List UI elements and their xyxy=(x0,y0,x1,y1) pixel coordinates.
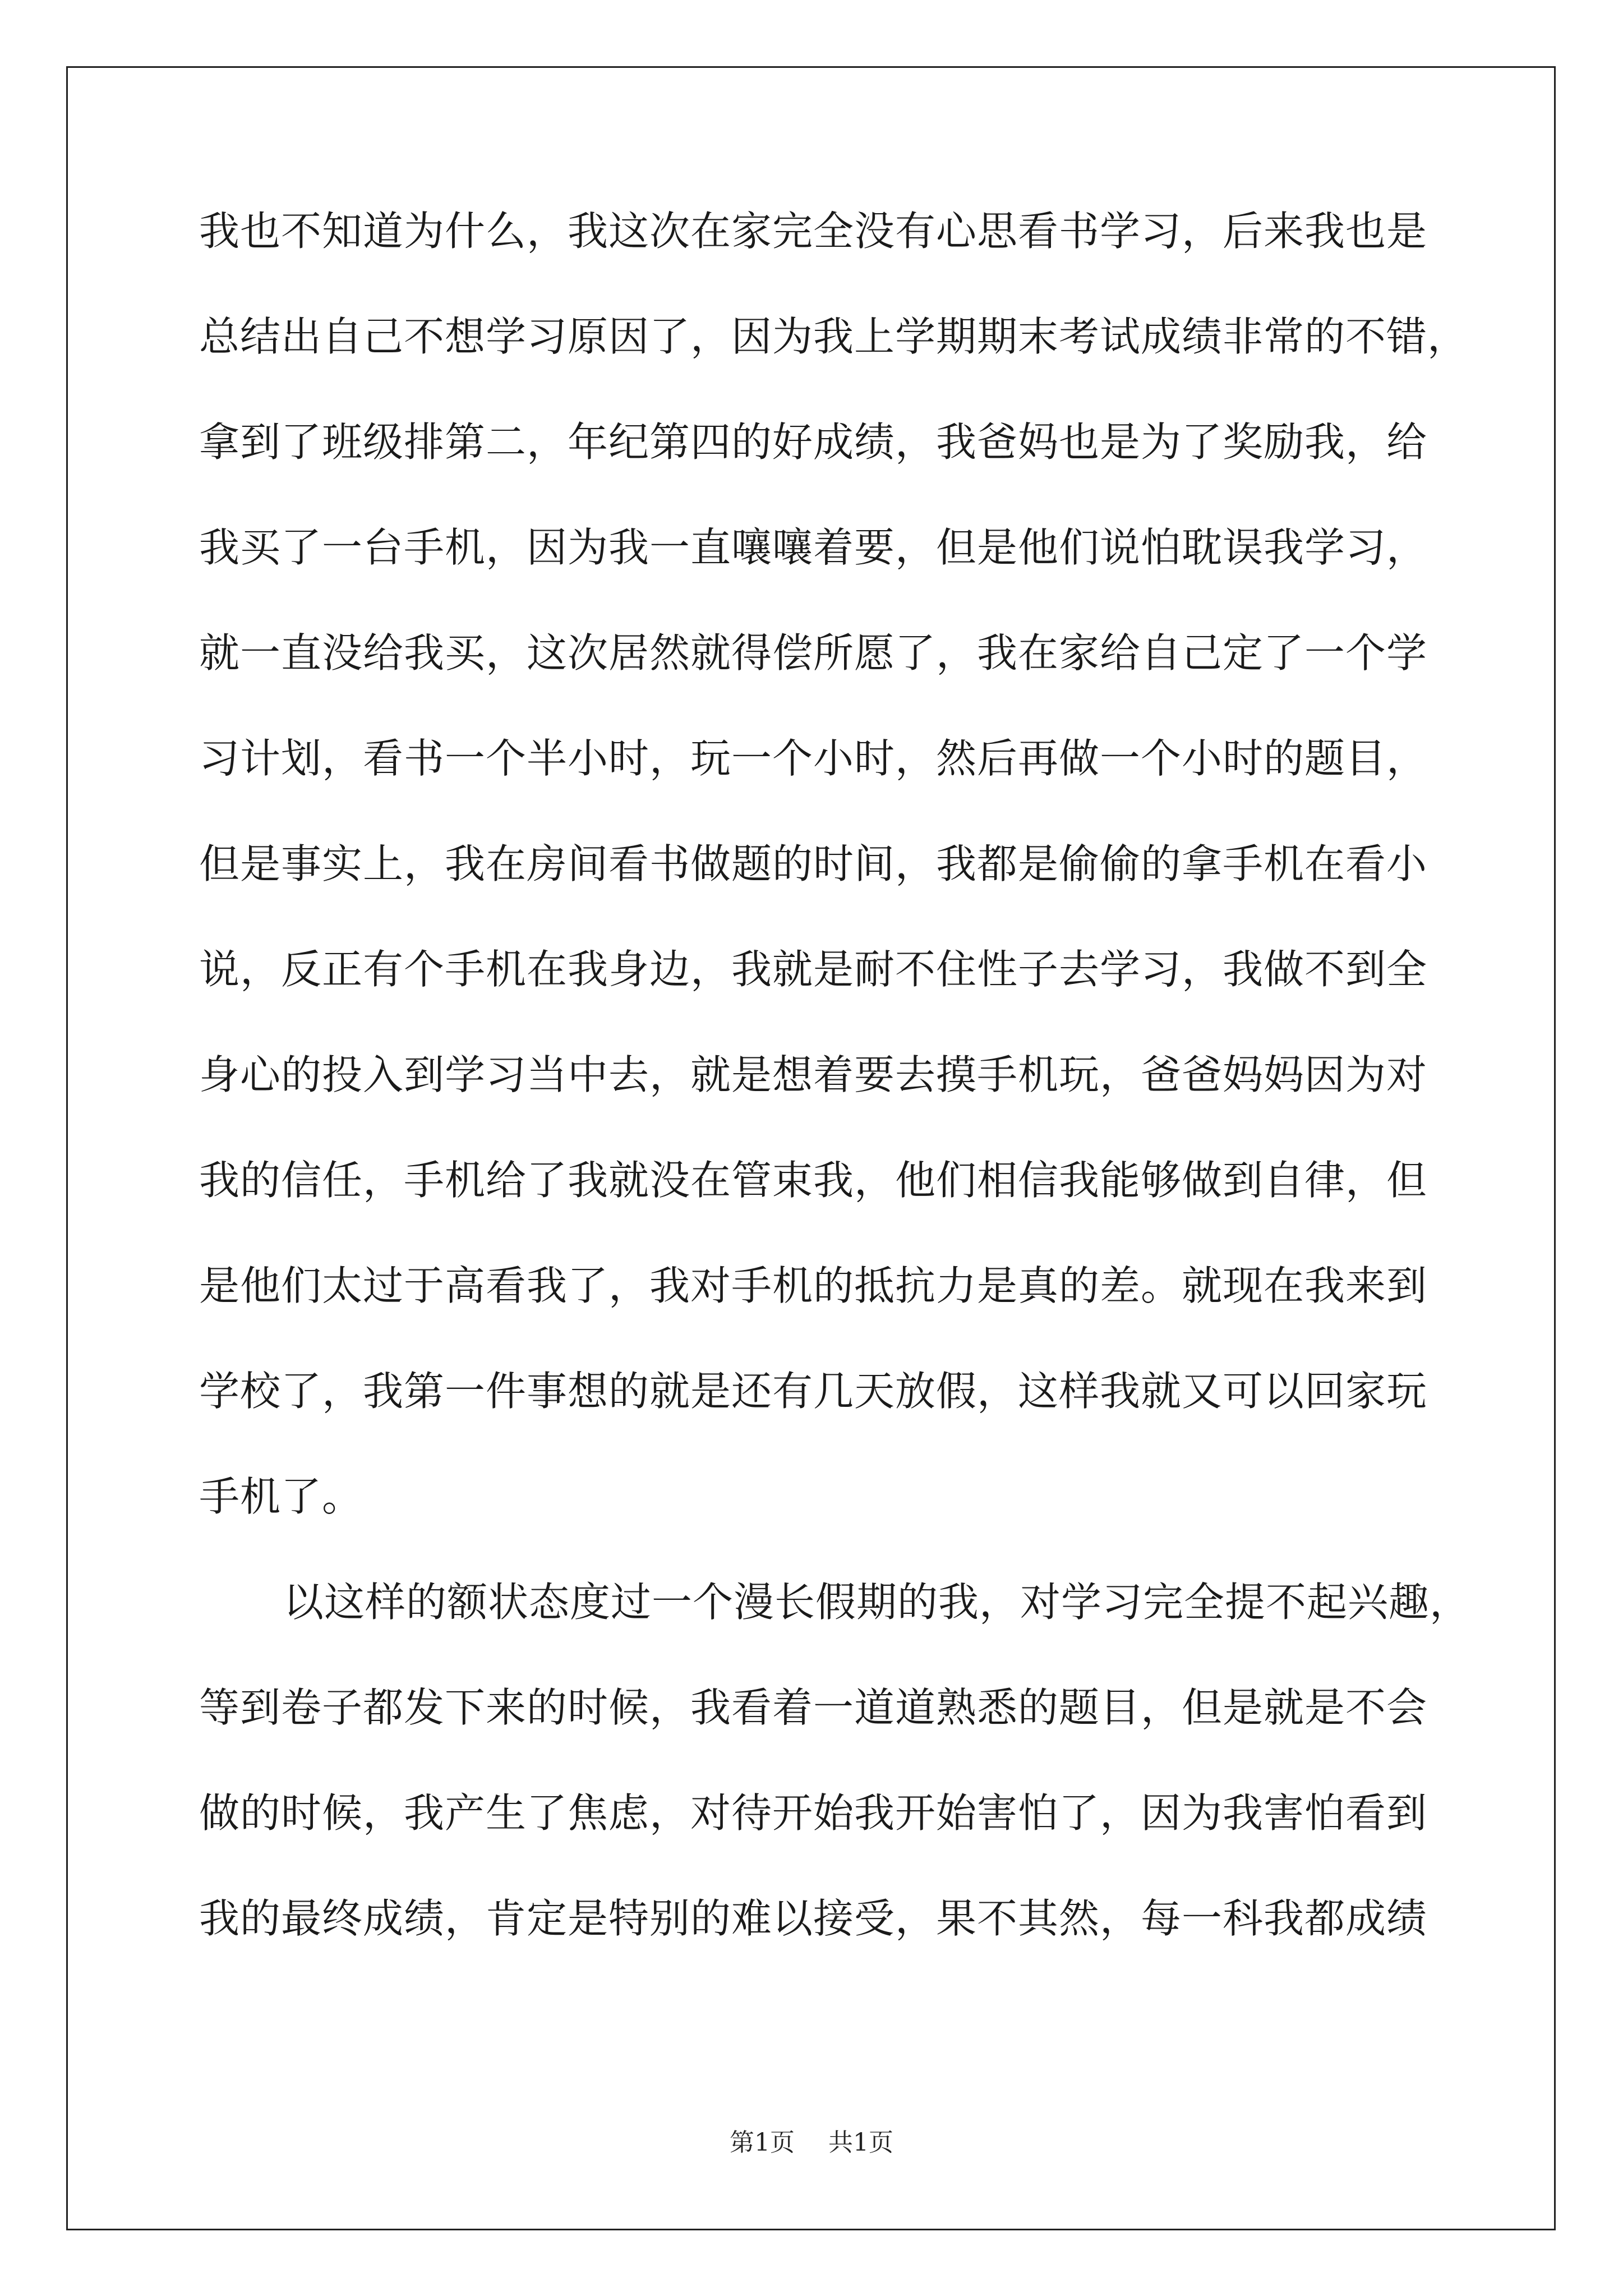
text-line: 总结出自己不想学习原因了，因为我上学期期末考试成绩非常的不错， xyxy=(199,313,1469,360)
text-line: 我的最终成绩，肯定是特别的难以接受，果不其然，每一科我都成绩 xyxy=(199,1895,1428,1942)
page-total: 共1页 xyxy=(828,2128,893,2157)
page-number: 第1页 xyxy=(730,2128,795,2157)
text-line: 等到卷子都发下来的时候，我看着一道道熟悉的题目，但是就是不会 xyxy=(199,1684,1428,1731)
text-line: 以这样的额状态度过一个漫长假期的我，对学习完全提不起兴趣， xyxy=(283,1579,1471,1626)
text-line: 我的信任，手机给了我就没在管束我，他们相信我能够做到自律，但 xyxy=(199,1157,1428,1204)
text-line: 身心的投入到学习当中去，就是想着要去摸手机玩，爸爸妈妈因为对 xyxy=(199,1051,1428,1098)
text-line: 就一直没给我买，这次居然就得偿所愿了，我在家给自己定了一个学 xyxy=(199,629,1428,677)
text-line: 拿到了班级排第二，年纪第四的好成绩，我爸妈也是为了奖励我，给 xyxy=(199,418,1428,466)
text-line: 手机了。 xyxy=(199,1473,363,1520)
text-line: 说，反正有个手机在我身边，我就是耐不住性子去学习，我做不到全 xyxy=(199,946,1428,993)
text-line: 我也不知道为什么，我这次在家完全没有心思看书学习，后来我也是 xyxy=(199,208,1428,255)
page-footer xyxy=(0,2126,1623,2160)
text-line: 但是事实上，我在房间看书做题的时间，我都是偷偷的拿手机在看小 xyxy=(199,840,1428,887)
text-line: 是他们太过于高看我了，我对手机的抵抗力是真的差。就现在我来到 xyxy=(199,1262,1428,1309)
text-line: 学校了，我第一件事想的就是还有几天放假，这样我就又可以回家玩 xyxy=(199,1368,1428,1415)
text-line: 习计划，看书一个半小时，玩一个小时，然后再做一个小时的题目， xyxy=(199,735,1428,782)
text-line: 我买了一台手机，因为我一直嚷嚷着要，但是他们说怕耽误我学习， xyxy=(199,524,1428,571)
text-line: 做的时候，我产生了焦虑，对待开始我开始害怕了，因为我害怕看到 xyxy=(199,1789,1428,1837)
